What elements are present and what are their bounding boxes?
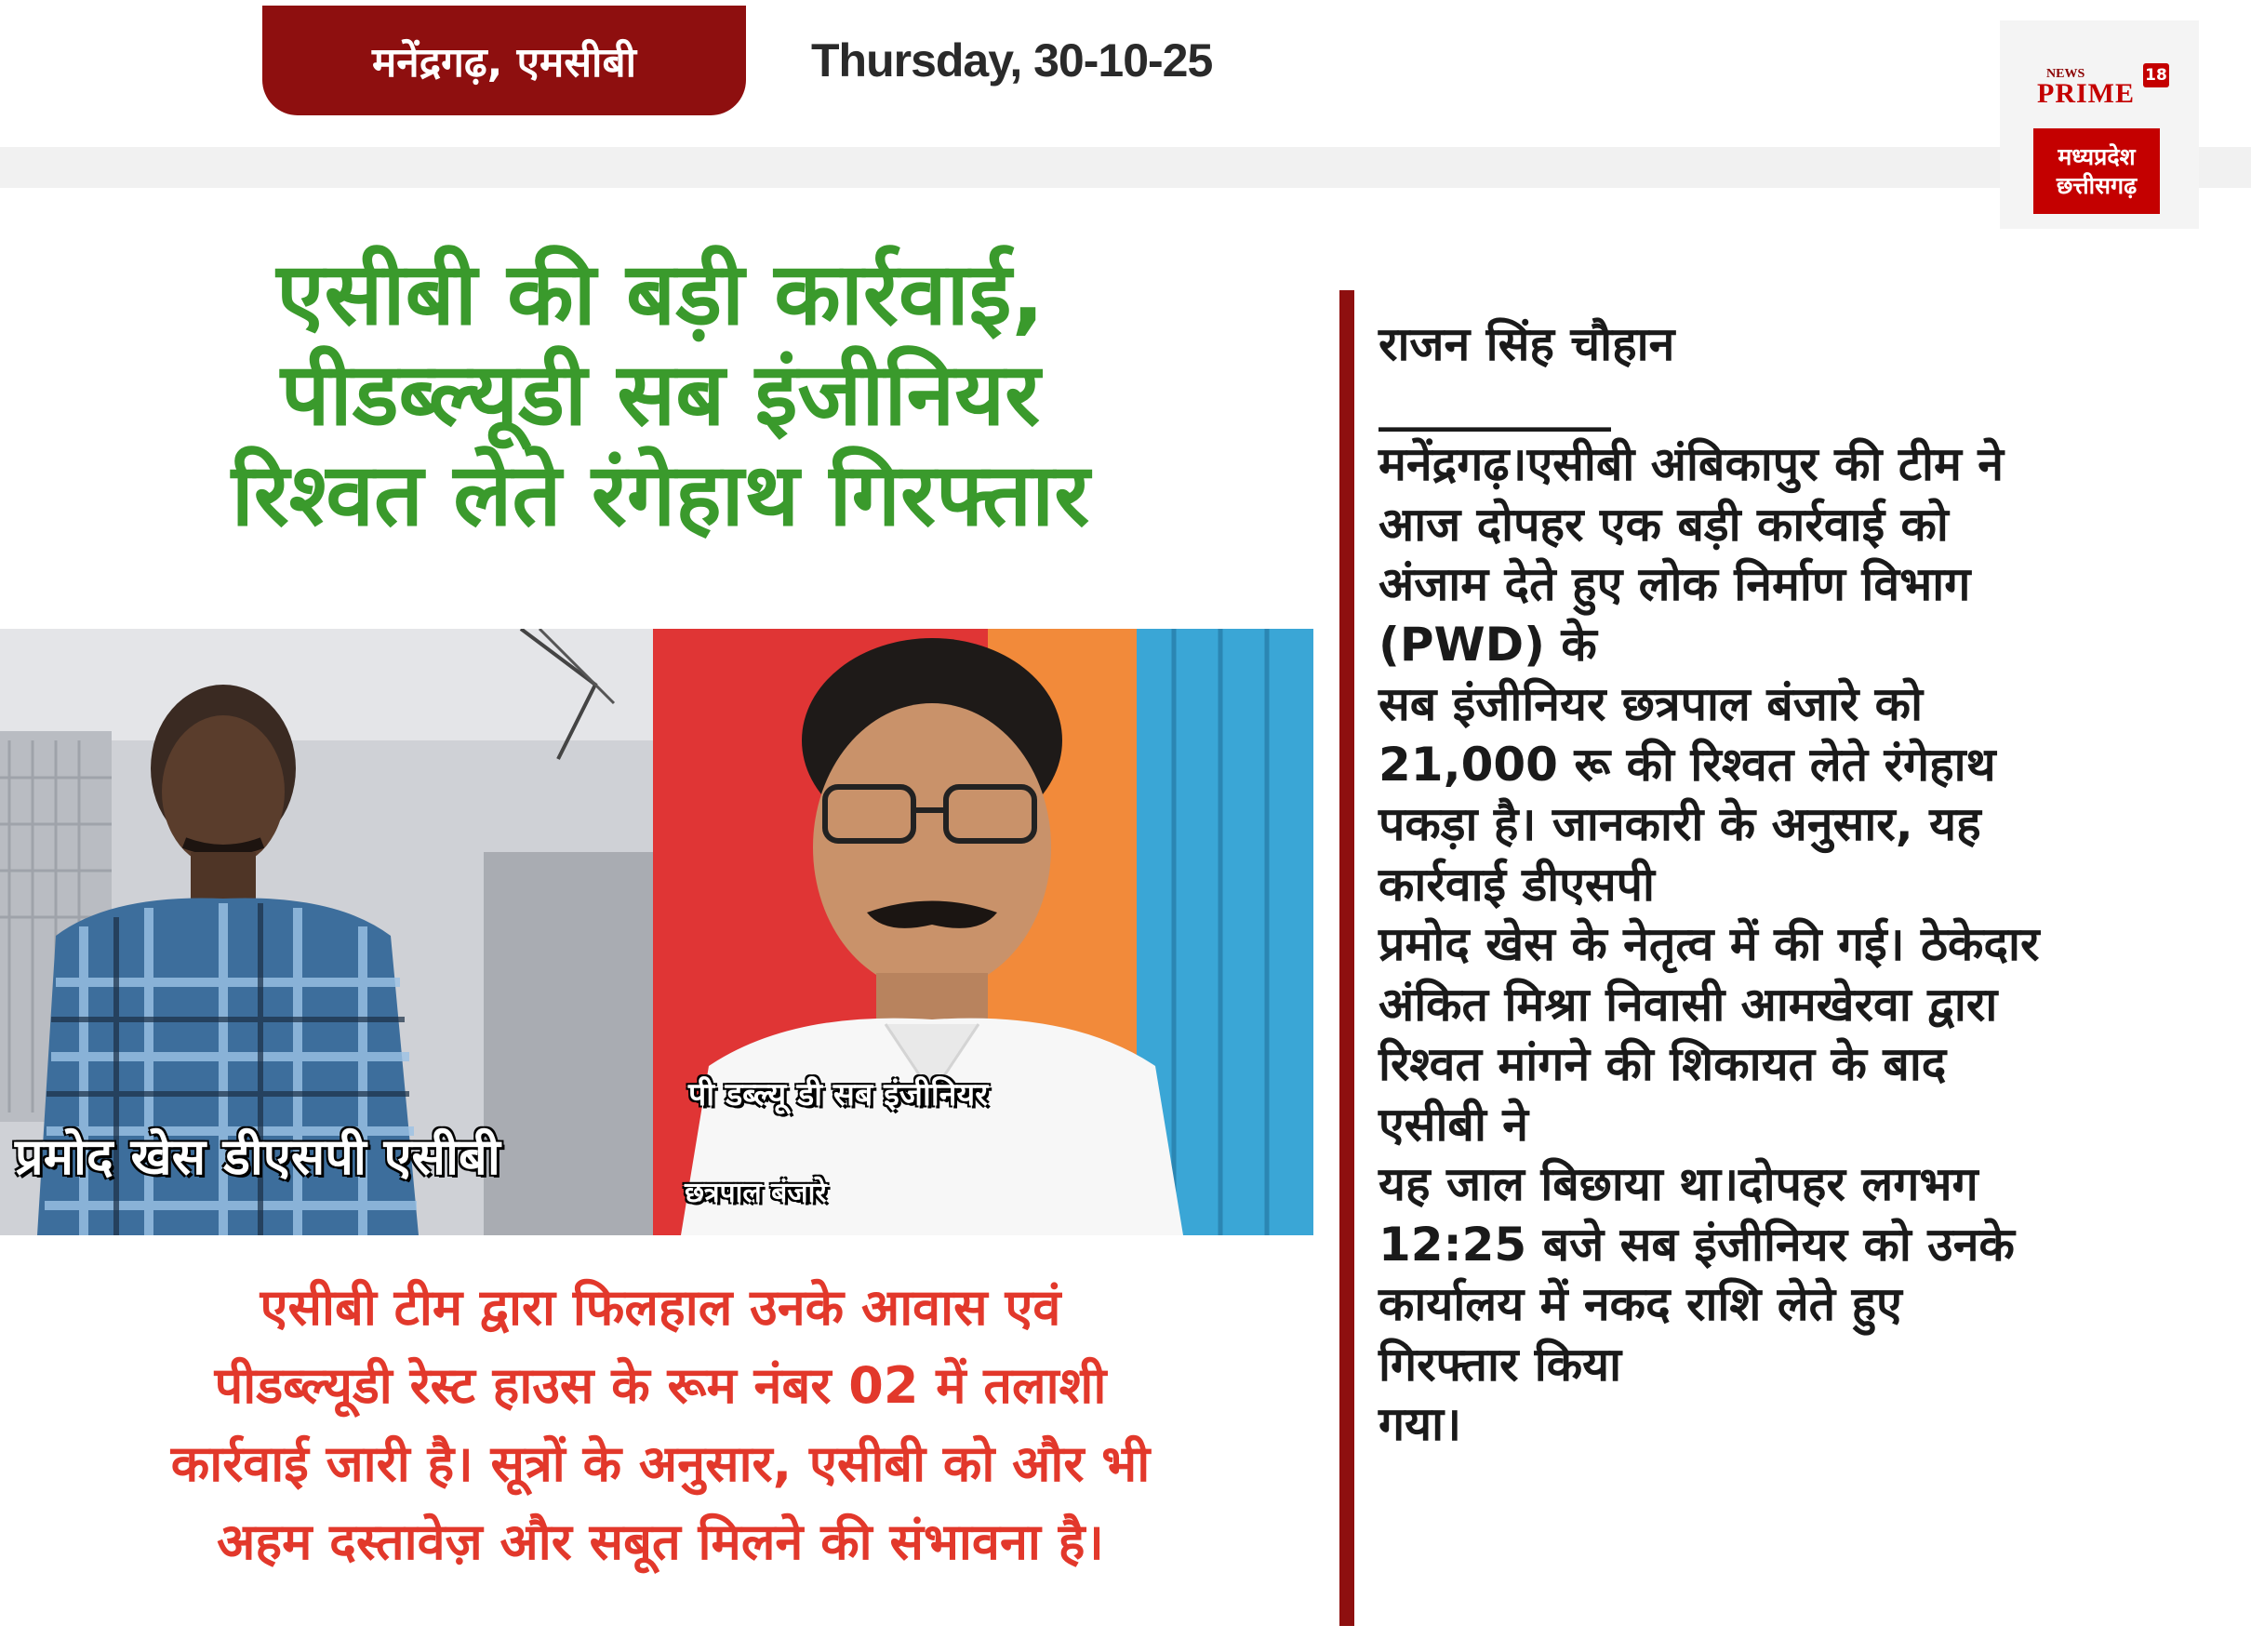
headline-line: एसीबी की बड़ी कार्रवाई, [276, 244, 1045, 344]
headline [74, 244, 1246, 545]
location-tab [262, 6, 746, 115]
article-line: एसीबी ने [1379, 1097, 1529, 1152]
summary-paragraph [28, 1269, 1293, 1581]
article-line: प्रमोद खेस के नेतृत्व में की गई। ठेकेदार [1379, 917, 2040, 971]
article-author: राजन सिंह चौहान [1379, 317, 1675, 371]
article-line: 12:25 बजे सब इंजीनियर को उनके [1379, 1217, 2015, 1272]
article-line: मनेंद्रगढ़।एसीबी अंबिकापुर की टीम ने [1379, 437, 2005, 491]
engineer-title-caption: पी डब्ल्यू डी सब इंजीनियर [688, 1076, 989, 1113]
column-divider [1339, 290, 1354, 1626]
header-divider-band [0, 147, 2251, 188]
article-line: गया। [1379, 1397, 1462, 1451]
article-line: आज दोपहर एक बड़ी कार्रवाई को [1379, 497, 1949, 552]
logo-18-badge: 18 [2143, 63, 2169, 87]
headline-line: पीडब्ल्यूडी सब इंजीनियर [280, 344, 1041, 445]
article-line: अंजाम देते हुए लोक निर्माण विभाग [1379, 557, 1971, 611]
publish-date: Thursday, 30-10-25 [811, 34, 1213, 87]
summary-line: कार्रवाई जारी है। सूत्रों के अनुसार, एसीबी को और भी [170, 1434, 1151, 1493]
headline-line: रिश्वत लेते रंगेहाथ गिरफ्तार [231, 445, 1090, 545]
summary-line: पीडब्ल्यूडी रेस्ट हाउस के रूम नंबर 02 में तलाशी [214, 1356, 1107, 1415]
article-line: (PWD) के [1379, 617, 1597, 672]
article-line: पकड़ा है। जानकारी के अनुसार, यह [1379, 797, 1981, 851]
engineer-name-caption: छत्रपाल बंजारे [685, 1177, 827, 1209]
logo-region-line-2: छत्तीसगढ़ [2056, 172, 2138, 199]
logo-region-box [2033, 128, 2160, 214]
article-line: 21,000 रू की रिश्वत लेते रंगेहाथ [1379, 737, 1996, 792]
summary-line: एसीबी टीम द्वारा फिलहाल उनके आवास एवं [260, 1278, 1061, 1337]
logo-region-line-1: मध्यप्रदेश [2058, 142, 2136, 170]
photo-sub-engineer [653, 629, 1313, 1235]
engineer-photo-illustration [653, 629, 1313, 1235]
logo-wordmark [2030, 63, 2169, 127]
logo-news-text: NEWS [2046, 67, 2085, 81]
location-label: मनेंद्रगढ़, एमसीबी [372, 39, 636, 87]
logo-prime-text: PRIME [2037, 78, 2135, 109]
article-line: रिश्वत मांगने की शिकायत के बाद [1379, 1037, 1947, 1091]
channel-logo [2000, 20, 2199, 229]
article-line: कार्रवाई डीएसपी [1379, 857, 1656, 912]
photo-dsp [0, 629, 653, 1235]
article-separator: __________ [1379, 377, 1611, 432]
article-line: गिरफ्तार किया [1379, 1337, 1622, 1392]
news-prime-logo [2030, 63, 2169, 218]
article-body [1379, 314, 2216, 1455]
article-line: कार्यालय में नकद राशि लेते हुए [1379, 1277, 1902, 1331]
summary-line: अहम दस्तावेज़ और सबूत मिलने की संभावना है। [217, 1512, 1104, 1571]
article-line: सब इंजीनियर छत्रपाल बंजारे को [1379, 677, 1924, 731]
dsp-caption: प्रमोद खेस डीएसपी एसीबी [15, 1127, 500, 1186]
article-line: यह जाल बिछाया था।दोपहर लगभग [1379, 1157, 1978, 1211]
article-line: अंकित मिश्रा निवासी आमखेरवा द्वारा [1379, 977, 1998, 1032]
